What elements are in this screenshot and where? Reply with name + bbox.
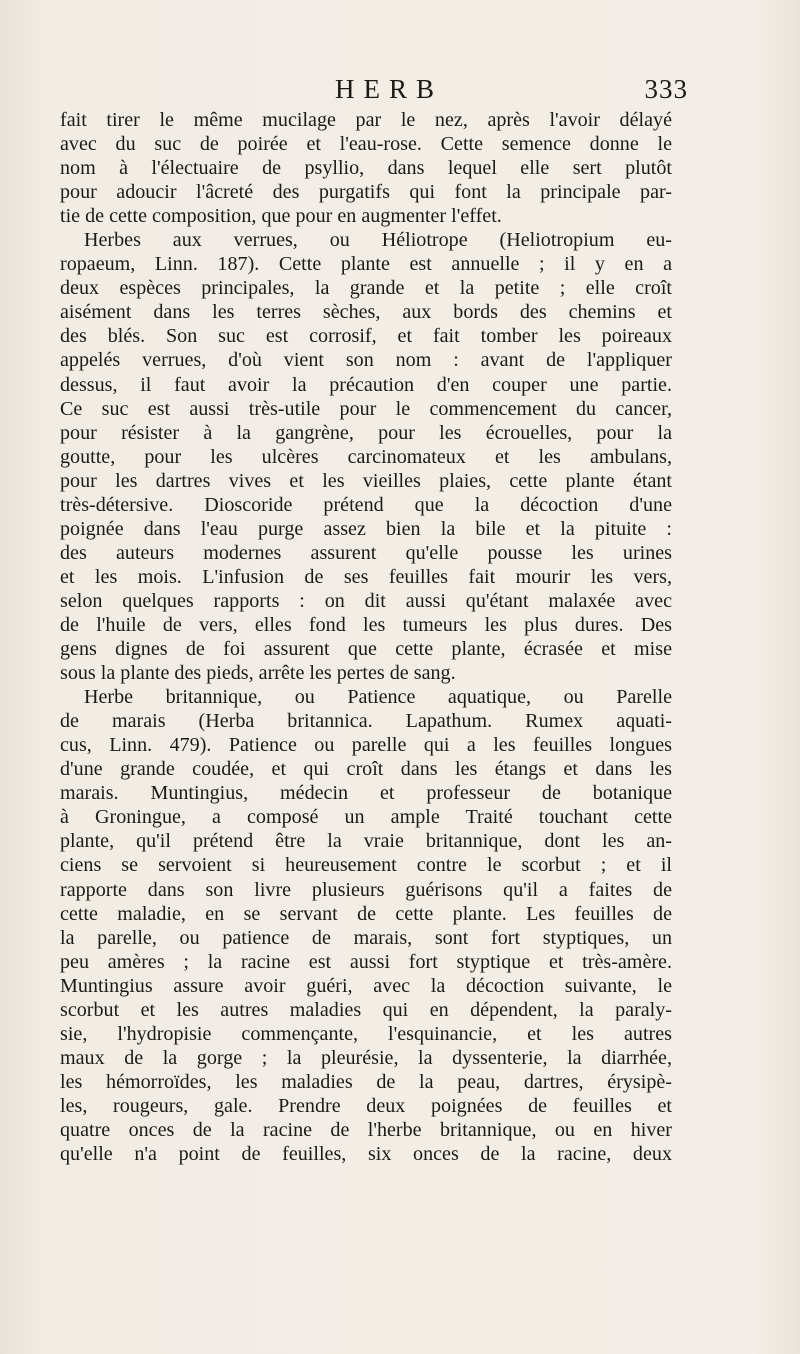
text-line: peu amères ; la racine est aussi fort styptique et très-amère.	[60, 950, 672, 973]
text-line: sie, l'hydropisie commençante, l'esquinancie, et les autres	[60, 1022, 672, 1045]
text-line: ciens se servoient si heureusement contre le scorbut ; et il	[60, 854, 672, 877]
text-line: Ce suc est aussi très-utile pour le commencement du cancer,	[60, 397, 672, 420]
text-line: selon quelques rapports : on dit aussi qu'étant malaxée avec	[60, 589, 672, 612]
text-line: cus, Linn. 479). Patience ou parelle qui a les feuilles longues	[60, 734, 672, 757]
text-line: nom à l'électuaire de psyllio, dans lequel elle sert plutôt	[60, 157, 672, 180]
text-line: rapporte dans son livre plusieurs guérisons qu'il a faites de	[60, 878, 672, 901]
text-line: Herbe britannique, ou Patience aquatique, ou Parelle	[84, 686, 672, 709]
text-line: d'une grande coudée, et qui croît dans les étangs et dans les	[60, 758, 672, 781]
text-line: des blés. Son suc est corrosif, et fait tomber les poireaux	[60, 325, 672, 348]
text-line: de marais (Herba britannica. Lapathum. Rumex aquati-	[60, 710, 672, 733]
text-line: Herbes aux verrues, ou Héliotrope (Heliotropium eu-	[84, 229, 672, 252]
page-header	[60, 74, 688, 104]
text-line: scorbut et les autres maladies qui en dépendent, la paraly-	[60, 998, 672, 1021]
text-line: tie de cette composition, que pour en augmenter l'effet.	[60, 205, 502, 228]
text-line: les, rougeurs, gale. Prendre deux poignées de feuilles et	[60, 1094, 672, 1117]
text-line: très-détersive. Dioscoride prétend que la décoction d'une	[60, 493, 672, 516]
text-line: cette maladie, en se servant de cette plante. Les feuilles de	[60, 902, 672, 925]
text-line: gens dignes de foi assurent que cette plante, écrasée et mise	[60, 638, 672, 661]
running-head: HERB	[334, 74, 443, 104]
text-line: pour adoucir l'âcreté des purgatifs qui font la principale par-	[60, 181, 672, 204]
text-line: marais. Muntingius, médecin et professeur de botanique	[60, 782, 672, 805]
text-line: Muntingius assure avoir guéri, avec la décoction suivante, le	[60, 974, 672, 997]
page-number: 333	[644, 74, 688, 104]
text-line: sous la plante des pieds, arrête les pertes de sang.	[60, 662, 456, 685]
text-line: la parelle, ou patience de marais, sont fort styptiques, un	[60, 926, 672, 949]
text-line: dessus, il faut avoir la précaution d'en couper une partie.	[60, 373, 672, 396]
text-line: quatre onces de la racine de l'herbe britannique, ou en hiver	[60, 1118, 672, 1141]
text-line: appelés verrues, d'où vient son nom : avant de l'appliquer	[60, 349, 672, 372]
text-line: deux espèces principales, la grande et la petite ; elle croît	[60, 277, 672, 300]
text-line: et les mois. L'infusion de ses feuilles fait mourir les vers,	[60, 565, 672, 588]
text-line: poignée dans l'eau purge assez bien la bile et la pituite :	[60, 517, 672, 540]
text-line: goutte, pour les ulcères carcinomateux et les ambulans,	[60, 445, 672, 468]
text-line: maux de la gorge ; la pleurésie, la dyssenterie, la diarrhée,	[60, 1046, 672, 1069]
text-line: pour les dartres vives et les vieilles plaies, cette plante étant	[60, 469, 672, 492]
text-line: des auteurs modernes assurent qu'elle pousse les urines	[60, 541, 672, 564]
text-line: fait tirer le même mucilage par le nez, après l'avoir délayé	[60, 109, 672, 131]
text-line: les hémorroïdes, les maladies de la peau, dartres, érysipè-	[60, 1070, 672, 1093]
text-line: plante, qu'il prétend être la vraie britannique, dont les an-	[60, 830, 672, 853]
text-line: aisément dans les terres sèches, aux bords des chemins et	[60, 301, 672, 324]
text-line: à Groningue, a composé un ample Traité touchant cette	[60, 806, 672, 829]
text-line: de l'huile de vers, elles fond les tumeurs les plus dures. Des	[60, 613, 672, 636]
text-line: ropaeum, Linn. 187). Cette plante est annuelle ; il y en a	[60, 253, 672, 276]
text-line: qu'elle n'a point de feuilles, six onces de la racine, deux	[60, 1143, 672, 1166]
body-text	[60, 108, 672, 1166]
text-line: pour résister à la gangrène, pour les écrouelles, pour la	[60, 421, 672, 444]
text-line: avec du suc de poirée et l'eau-rose. Cette semence donne le	[60, 133, 672, 156]
